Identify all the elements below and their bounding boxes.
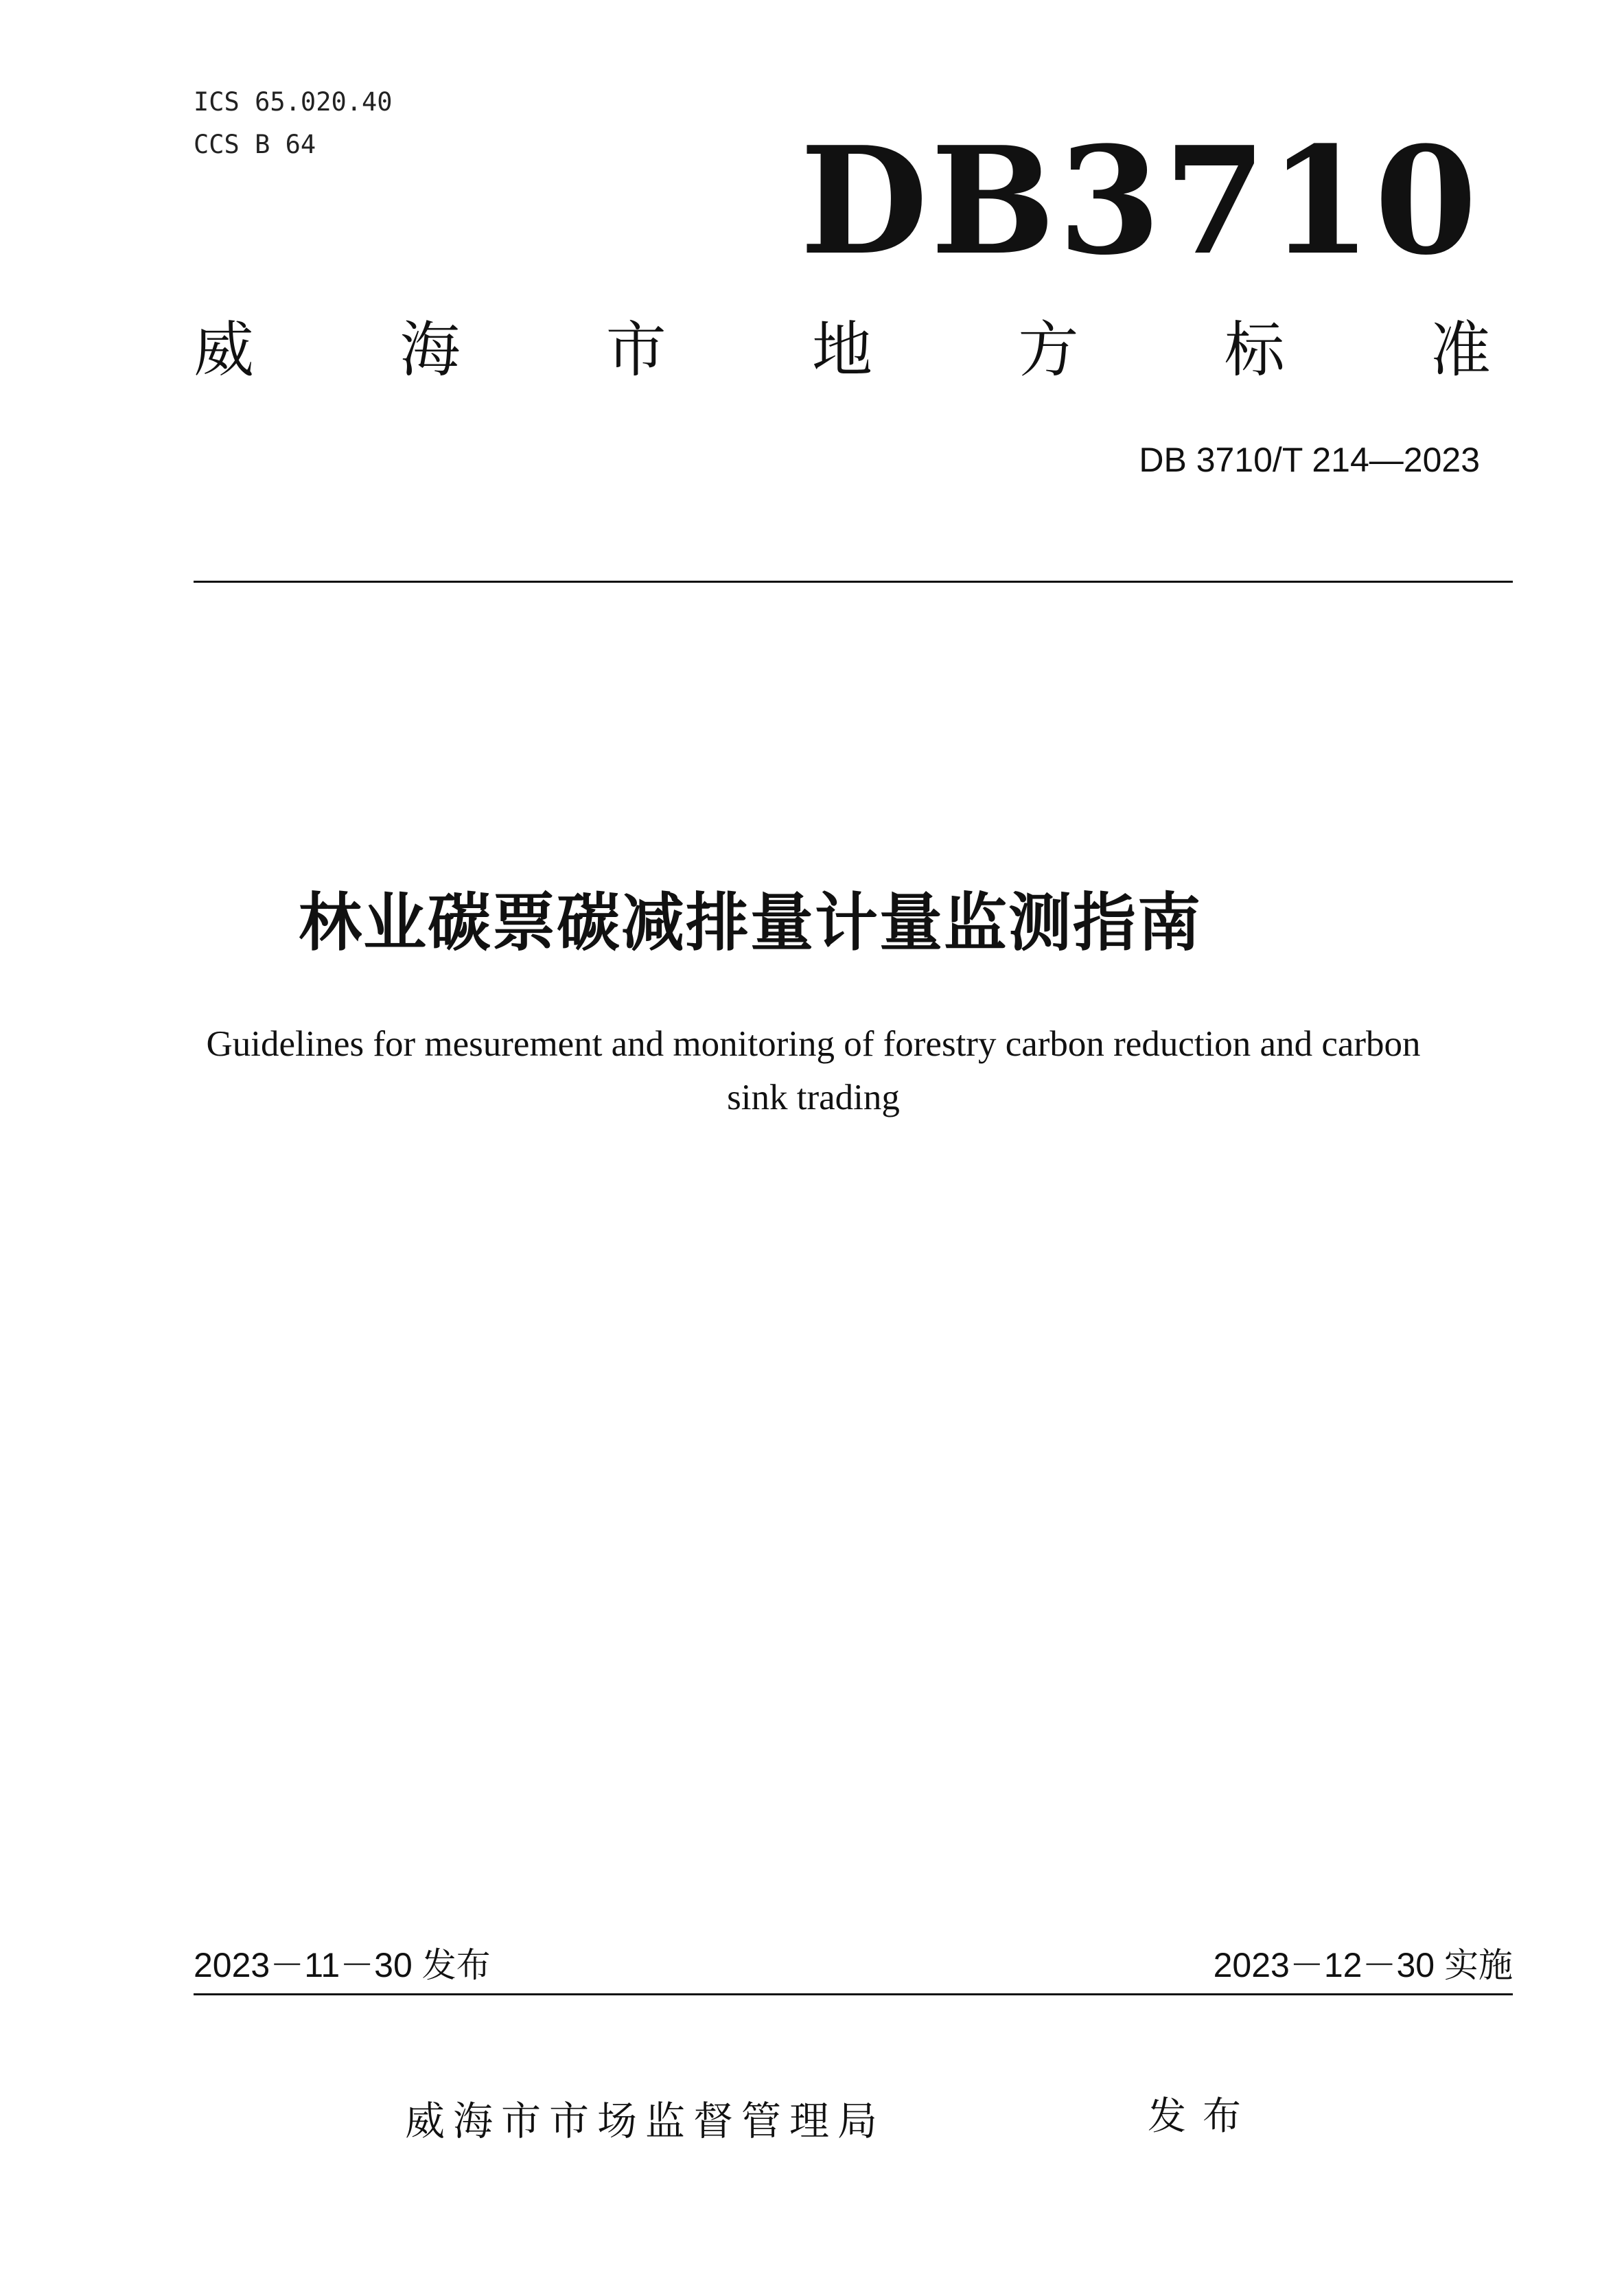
effective-label: 实施 (1444, 1945, 1513, 1985)
issue-label: 发布 (421, 1945, 491, 1985)
publish-word: 发布 (1148, 2094, 1257, 2139)
standard-type-char: 准 (1430, 314, 1491, 385)
standard-type-char: 海 (399, 314, 461, 385)
effective-date: 2023－12－30 (1213, 1946, 1435, 1984)
standard-number: DB 3710/T 214—2023 (1139, 441, 1480, 479)
header-divider (194, 581, 1513, 583)
effective-date-block (1214, 1943, 1513, 1988)
standard-type-char: 方 (1018, 314, 1079, 385)
standard-code-logo: DB3710 (800, 114, 1480, 288)
ics-code: ICS 65.020.40 (194, 87, 393, 117)
ccs-code: CCS B 64 (194, 130, 316, 159)
standard-type-char: 威 (194, 314, 255, 385)
classification-codes (194, 81, 393, 166)
standard-type-heading (194, 312, 1491, 388)
document-title-chinese: 林业碳票碳减排量计量监测指南 (298, 886, 1202, 960)
standard-type-char: 标 (1224, 314, 1285, 385)
standard-type-char: 地 (811, 314, 872, 385)
english-title-line: Guidelines for mesurement and monitoring of forestry carbon reduction and carbon (206, 1024, 1421, 1064)
issue-date: 2023－11－30 (194, 1946, 413, 1984)
footer-divider (194, 1993, 1513, 1995)
issue-date-block (194, 1943, 491, 1988)
publisher-name: 威海市市场监督管理局 (405, 2098, 886, 2144)
english-title-line: sink trading (727, 1078, 900, 1117)
standard-type-char: 市 (605, 314, 666, 385)
document-title-english (165, 1017, 1462, 1124)
